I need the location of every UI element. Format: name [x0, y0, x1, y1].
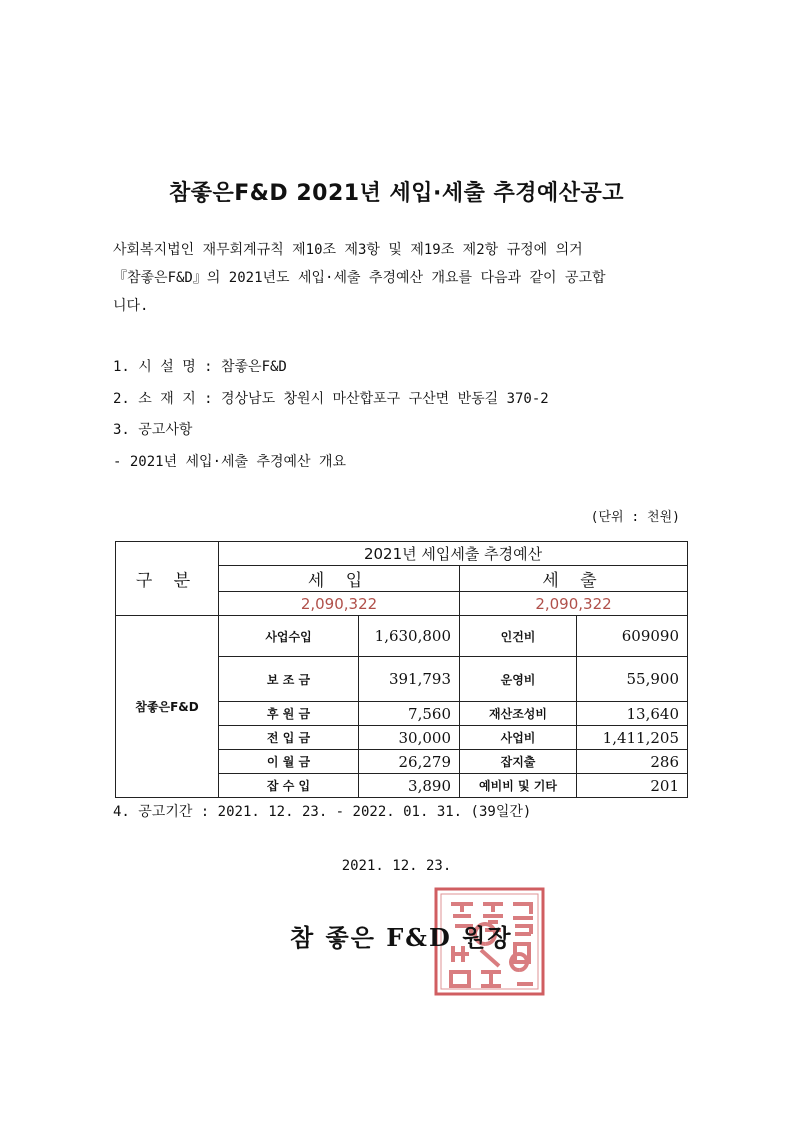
- org-name-cell: 참좋은F&D: [116, 616, 219, 798]
- expense-total: 2,090,322: [460, 592, 688, 616]
- expense-item-label: 예비비 및 기타: [460, 774, 577, 798]
- notice-heading: 3. 공고사항: [113, 422, 193, 438]
- expense-item-value: 13,640: [577, 702, 688, 726]
- intro-paragraph: [113, 236, 691, 320]
- expense-item-value: 1,411,205: [577, 726, 688, 750]
- expense-item-label: 사업비: [460, 726, 577, 750]
- expense-item-value: 201: [577, 774, 688, 798]
- expense-item-value: 55,900: [577, 657, 688, 702]
- expense-item-value: 286: [577, 750, 688, 774]
- revenue-total: 2,090,322: [219, 592, 460, 616]
- notice-period: 4. 공고기간 : 2021. 12. 23. - 2022. 01. 31. (39일간): [113, 804, 532, 820]
- revenue-item-value: 30,000: [359, 726, 460, 750]
- budget-summary-heading: - 2021년 세입·세출 추경예산 개요: [113, 453, 347, 470]
- expense-item-label: 운영비: [460, 657, 577, 702]
- expense-item-value: 609090: [577, 616, 688, 657]
- intro-line: 『참좋은F&D』의 2021년도 세입·세출 추경예산 개요를 다음과 같이 공고합: [113, 270, 606, 286]
- expense-header: 세 출: [460, 566, 688, 592]
- revenue-item-value: 1,630,800: [359, 616, 460, 657]
- revenue-item-label: 전 입 금: [219, 726, 359, 750]
- revenue-header: 세 입: [219, 566, 460, 592]
- revenue-item-label: 이 월 금: [219, 750, 359, 774]
- intro-line: 사회복지법인 재무회계규칙 제10조 제3항 및 제19조 제2항 규정에 의거: [113, 242, 583, 258]
- revenue-item-label: 사업수입: [219, 616, 359, 657]
- expense-item-label: 인건비: [460, 616, 577, 657]
- revenue-item-value: 3,890: [359, 774, 460, 798]
- signature: 참 좋은 F&D 원장: [290, 923, 513, 952]
- revenue-item-label: 후 원 금: [219, 702, 359, 726]
- budget-title-header: 2021년 세입세출 추경예산: [219, 542, 688, 566]
- intro-line: 니다.: [113, 298, 149, 314]
- revenue-item-value: 7,560: [359, 702, 460, 726]
- unit-label: (단위 : 천원): [590, 510, 680, 525]
- expense-item-label: 잡지출: [460, 750, 577, 774]
- expense-item-label: 재산조성비: [460, 702, 577, 726]
- notice-items: [113, 352, 713, 478]
- revenue-item-value: 26,279: [359, 750, 460, 774]
- revenue-item-value: 391,793: [359, 657, 460, 702]
- revenue-item-label: 잡 수 입: [219, 774, 359, 798]
- budget-table: [115, 541, 688, 798]
- category-header: 구 분: [116, 542, 219, 616]
- document-title: 참좋은F&D 2021년 세입·세출 추경예산공고: [168, 181, 625, 206]
- facility-location: 2. 소 재 지 : 경상남도 창원시 마산합포구 구산면 반동길 370-2: [113, 390, 549, 407]
- revenue-item-label: 보 조 금: [219, 657, 359, 702]
- facility-name: 1. 시 설 명 : 참좋은F&D: [113, 359, 287, 375]
- notice-date: 2021. 12. 23.: [341, 858, 452, 874]
